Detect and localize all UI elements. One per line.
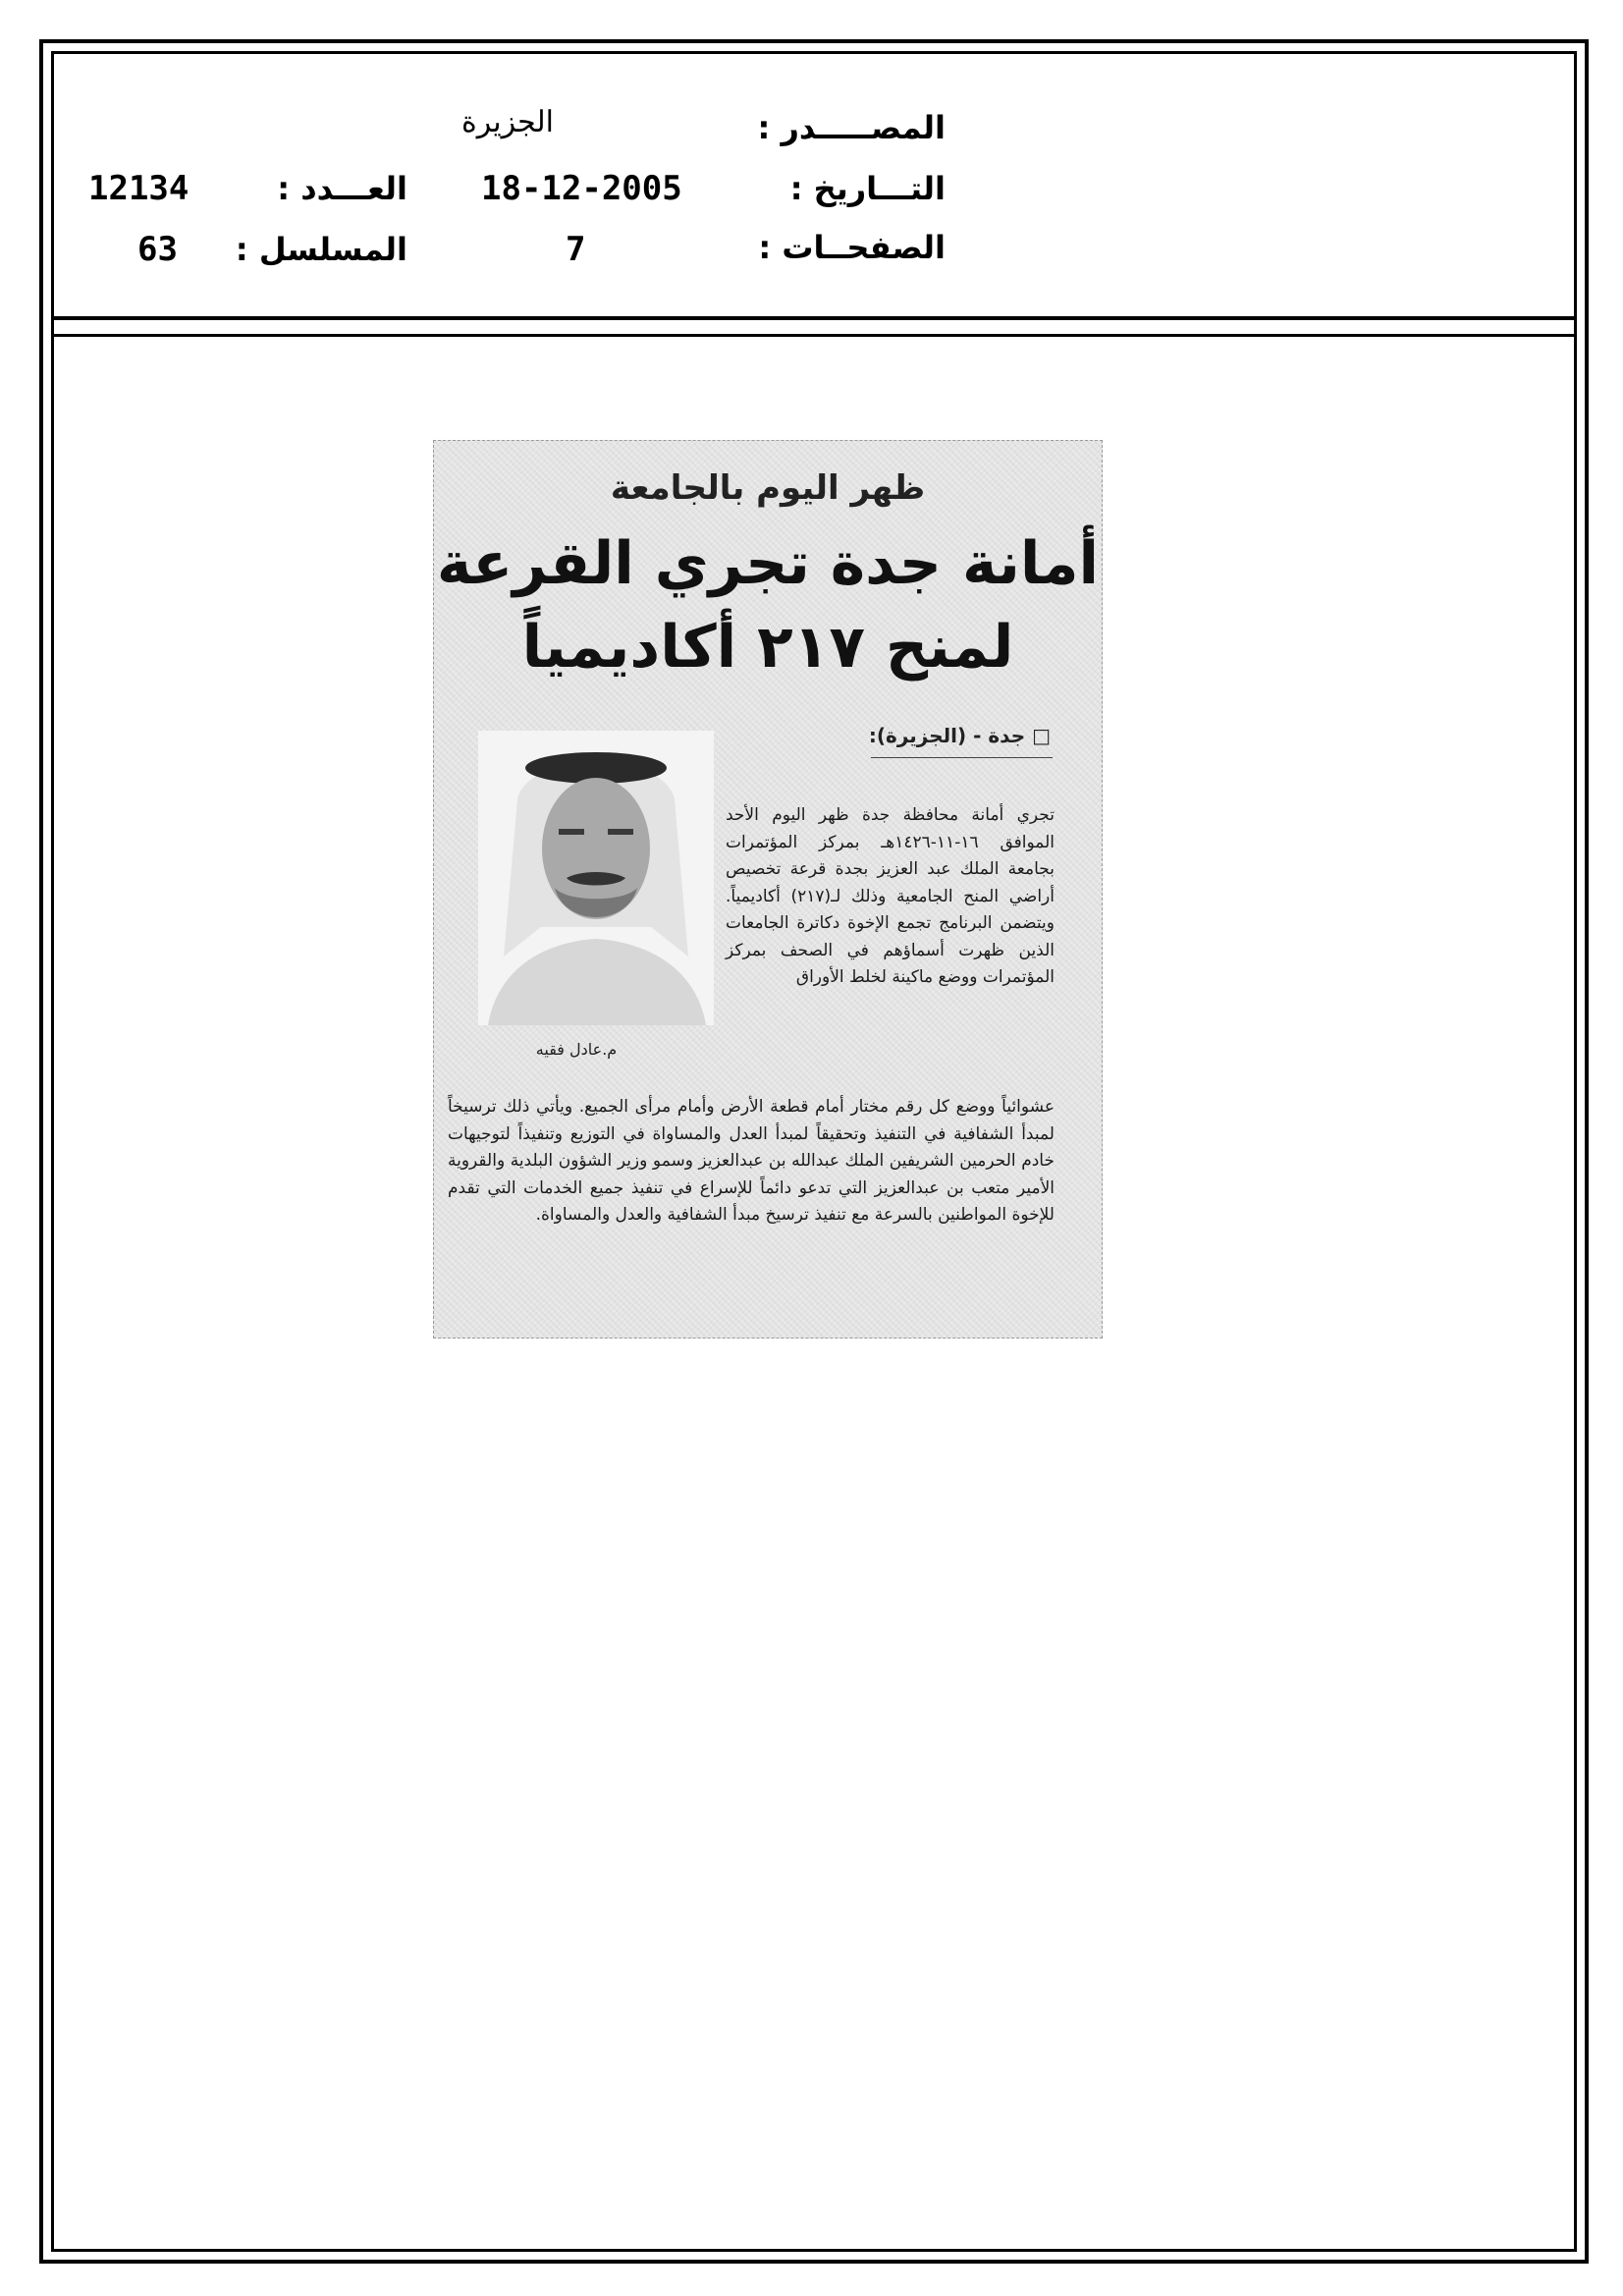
portrait-photo [478,731,714,1025]
header-divider [51,316,1577,320]
newspaper-clipping [433,440,1103,1339]
header-divider-secondary [51,334,1577,337]
serial-value: 63 [137,230,178,269]
dateline-rule [871,757,1053,758]
article-headline-line2: لمنح ٢١٧ أكاديمياً [521,613,1014,682]
source-value: الجزيرة [461,105,555,139]
article-dateline: □ جدة - (الجزيرة): [868,724,1051,747]
pages-value: 7 [566,230,586,269]
date-value: 18-12-2005 [481,169,682,208]
issue-value: 12134 [88,169,189,208]
article-kicker: ظهر اليوم بالجامعة [610,468,926,508]
article-headline-line1: أمانة جدة تجري القرعة [436,529,1100,598]
pages-label: الصفحــات : [758,229,946,266]
date-label: التـــاريخ : [789,170,946,207]
article-body-upper: تجري أمانة محافظة جدة ظهر اليوم الأحد الموافق ١٦-١١-١٤٢٦هـ بمركز المؤتمرات بجامعة الملك عبد العزيز بجدة قرعة تخصيص أراضي المنح الجامعية وذلك لـ(٢١٧) أكاديمياً. ويتضمن البرنامج تجمع الإخوة دكاترة الجامعات الذين ظهرت أسماؤهم في الصحف بمركز المؤتمرات ووضع ماكينة لخلط الأوراق [726,805,1055,987]
photo-caption: م.عادل فقيه [535,1040,618,1059]
source-label: المصـــــدر : [757,109,946,146]
article-body-lower: عشوائياً ووضع كل رقم مختار أمام قطعة الأرض وأمام مرأى الجميع. ويأتي ذلك ترسيخاً لمبدأ الشفافية في التنفيذ وتحقيقاً لمبدأ العدل والمساواة في التوزيع وتنفيذاً لتوجيهات خادم الحرمين الشريفين الملك عبدالله بن عبدالعزيز وسمو وزير الشؤون البلدية والقروية الأمير متعب بن عبدالعزيز التي تدعو دائماً للإسراع في تنفيذ جميع الخدمات التي تقدم للإخوة المواطنين بالسرعة مع تنفيذ ترسيخ مبدأ الشفافية والعدل والمساواة. [448,1097,1055,1225]
serial-label: المسلسل : [235,231,407,268]
issue-label: العـــدد : [277,170,407,207]
portrait-photo-graphic [478,731,714,1025]
